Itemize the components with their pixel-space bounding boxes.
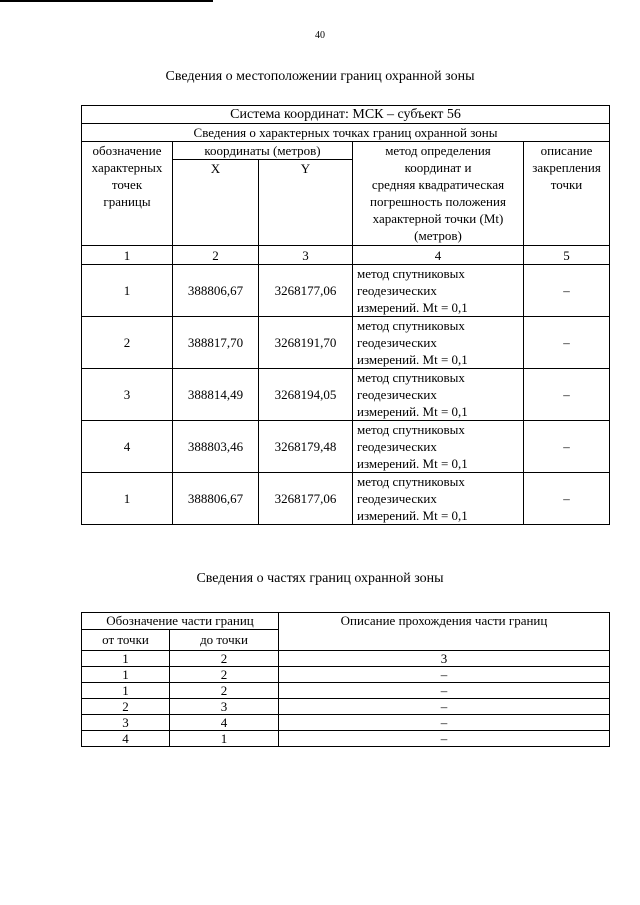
from-cell: 3	[82, 715, 170, 731]
fix-cell: –	[524, 265, 610, 317]
top-rule	[0, 0, 213, 2]
column-numbers-row	[82, 651, 610, 667]
table-row	[82, 473, 610, 525]
col-fix: описание закрепления точки	[524, 142, 610, 246]
to-cell: 2	[170, 683, 279, 699]
boundary-points-table	[81, 105, 610, 525]
desc-cell: –	[279, 667, 610, 683]
point-cell: 1	[82, 473, 173, 525]
x-cell: 388814,49	[173, 369, 259, 421]
col-method: метод определения координат и средняя квадратическая погрешность положения характерной точки (Mt) (метров)	[353, 142, 524, 246]
x-cell: 388806,67	[173, 265, 259, 317]
col-number: 3	[259, 246, 353, 265]
page-number: 40	[315, 30, 325, 41]
x-cell: 388806,67	[173, 473, 259, 525]
col-number: 3	[279, 651, 610, 667]
coord-system-row	[82, 106, 610, 124]
col-desc: Описание прохождения части границ	[279, 613, 610, 651]
col-number: 4	[353, 246, 524, 265]
to-cell: 3	[170, 699, 279, 715]
y-cell: 3268177,06	[259, 265, 353, 317]
column-numbers-row	[82, 246, 610, 265]
y-cell: 3268179,48	[259, 421, 353, 473]
col-designation: обозначение характерных точек границы	[82, 142, 173, 246]
from-cell: 1	[82, 667, 170, 683]
col-number: 1	[82, 651, 170, 667]
desc-cell: –	[279, 731, 610, 747]
y-cell: 3268191,70	[259, 317, 353, 369]
col-number: 5	[524, 246, 610, 265]
col-from: от точки	[82, 630, 170, 651]
col-to: до точки	[170, 630, 279, 651]
col-number: 2	[170, 651, 279, 667]
from-cell: 1	[82, 683, 170, 699]
section2-title: Сведения о частях границ охранной зоны	[196, 571, 444, 586]
desc-cell: –	[279, 699, 610, 715]
from-cell: 2	[82, 699, 170, 715]
method-cell: метод спутниковых геодезических измерений. Mt = 0,1	[353, 265, 524, 317]
point-cell: 2	[82, 317, 173, 369]
table-row	[82, 421, 610, 473]
col-number: 2	[173, 246, 259, 265]
fix-cell: –	[524, 473, 610, 525]
method-cell: метод спутниковых геодезических измерений. Mt = 0,1	[353, 473, 524, 525]
section1-title: Сведения о местоположении границ охранной зоны	[165, 69, 475, 84]
col-x: X	[173, 160, 259, 246]
method-cell: метод спутниковых геодезических измерений. Mt = 0,1	[353, 369, 524, 421]
to-cell: 1	[170, 731, 279, 747]
y-cell: 3268194,05	[259, 369, 353, 421]
point-cell: 3	[82, 369, 173, 421]
point-cell: 4	[82, 421, 173, 473]
x-cell: 388817,70	[173, 317, 259, 369]
desc-cell: –	[279, 715, 610, 731]
y-cell: 3268177,06	[259, 473, 353, 525]
table-row	[82, 699, 610, 715]
col-part: Обозначение части границ	[82, 613, 279, 630]
from-cell: 4	[82, 731, 170, 747]
col-number: 1	[82, 246, 173, 265]
points-subheader: Сведения о характерных точках границ охранной зоны	[82, 124, 610, 142]
point-cell: 1	[82, 265, 173, 317]
boundary-parts-table	[81, 612, 610, 747]
coord-system: Система координат: МСК – субъект 56	[82, 106, 610, 124]
fix-cell: –	[524, 317, 610, 369]
method-cell: метод спутниковых геодезических измерений. Mt = 0,1	[353, 421, 524, 473]
table-row	[82, 683, 610, 699]
to-cell: 4	[170, 715, 279, 731]
table-row	[82, 317, 610, 369]
to-cell: 2	[170, 667, 279, 683]
table-row	[82, 715, 610, 731]
col-coords: координаты (метров)	[173, 142, 353, 160]
table-row	[82, 731, 610, 747]
table-row	[82, 369, 610, 421]
x-cell: 388803,46	[173, 421, 259, 473]
desc-cell: –	[279, 683, 610, 699]
subheader-row	[82, 124, 610, 142]
table-row	[82, 667, 610, 683]
col-y: Y	[259, 160, 353, 246]
fix-cell: –	[524, 369, 610, 421]
table-row	[82, 265, 610, 317]
fix-cell: –	[524, 421, 610, 473]
method-cell: метод спутниковых геодезических измерений. Mt = 0,1	[353, 317, 524, 369]
parts-header-row	[82, 613, 610, 630]
header-row	[82, 142, 610, 160]
